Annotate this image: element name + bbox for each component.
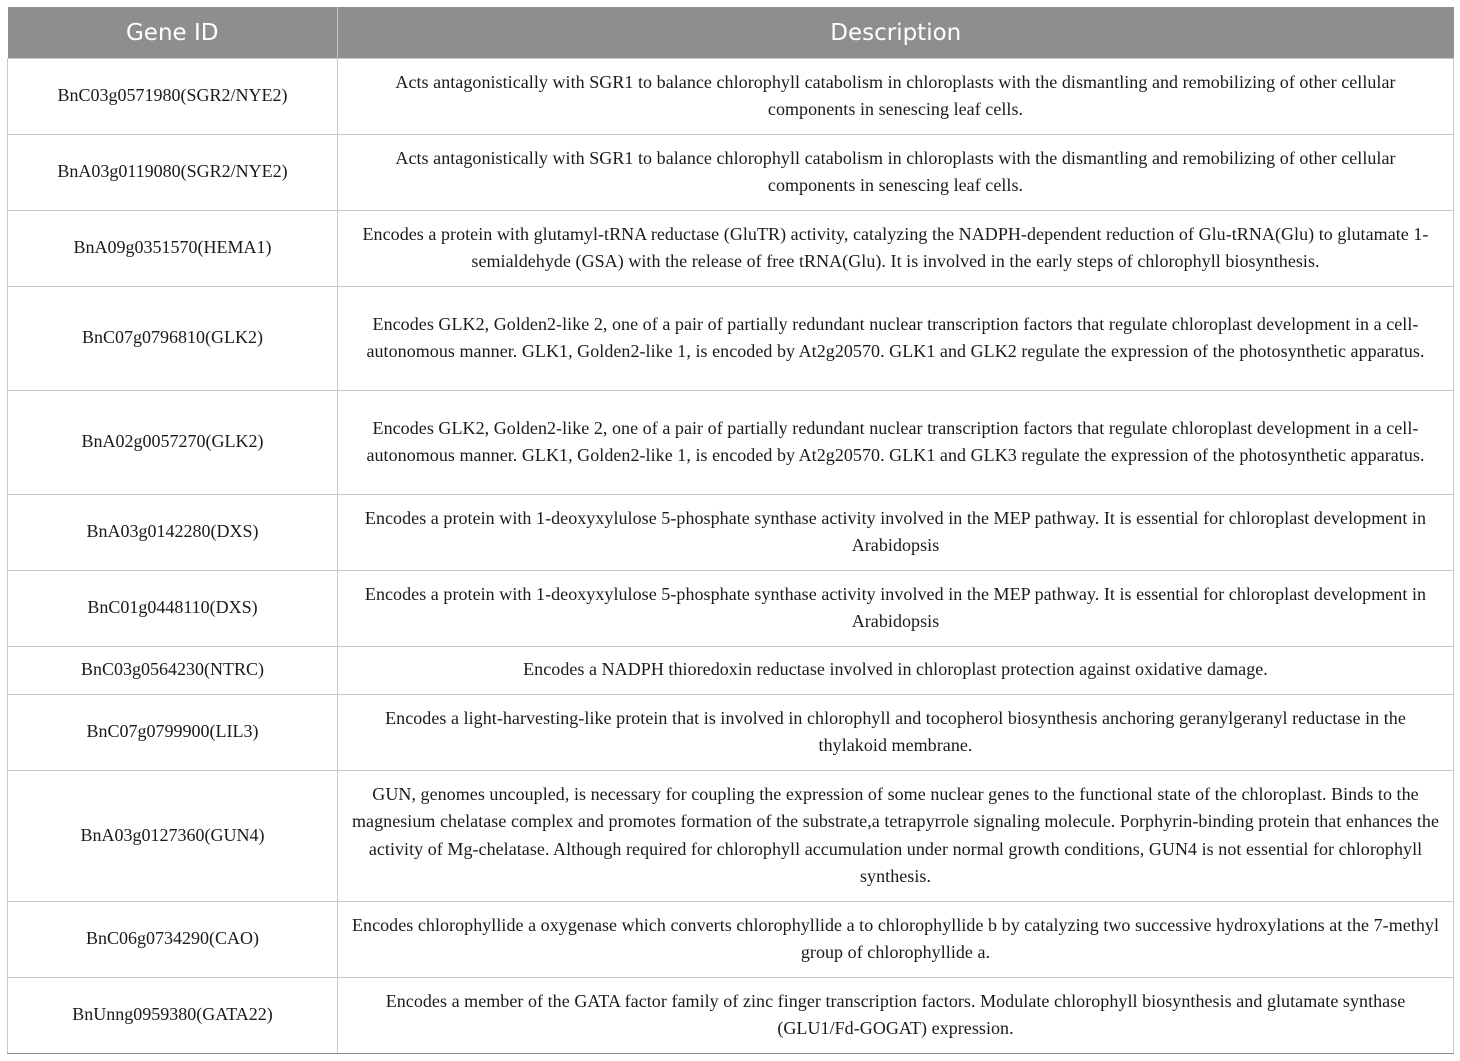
header-gene-id: Gene ID: [8, 7, 338, 59]
table-row: [8, 902, 1454, 978]
table-row: [8, 771, 1454, 902]
table-row: [8, 391, 1454, 495]
table-row: [8, 135, 1454, 211]
gene-id-cell: BnA03g0127360(GUN4): [8, 771, 338, 902]
gene-id-cell: BnA09g0351570(HEMA1): [8, 211, 338, 287]
gene-id-cell: BnC01g0448110(DXS): [8, 571, 338, 647]
header-description: Description: [338, 7, 1454, 59]
table-row: [8, 211, 1454, 287]
description-cell: Encodes a NADPH thioredoxin reductase involved in chloroplast protection against oxidative damage.: [338, 647, 1454, 695]
gene-id-cell: BnC06g0734290(CAO): [8, 902, 338, 978]
table-row: [8, 495, 1454, 571]
gene-id-cell: BnC03g0571980(SGR2/NYE2): [8, 59, 338, 135]
gene-id-cell: BnA03g0119080(SGR2/NYE2): [8, 135, 338, 211]
table-row: [8, 695, 1454, 771]
description-cell: Encodes a protein with glutamyl-tRNA reductase (GluTR) activity, catalyzing the NADPH-dependent reduction of Glu-tRNA(Glu) to glutamate 1-semialdehyde (GSA) with the release of free tRNA(Glu). It is involved in the early steps of chlorophyll biosynthesis.: [338, 211, 1454, 287]
description-cell: Acts antagonistically with SGR1 to balance chlorophyll catabolism in chloroplasts with the dismantling and remobilizing of other cellular components in senescing leaf cells.: [338, 59, 1454, 135]
gene-table: [7, 7, 1454, 1054]
gene-id-cell: BnA03g0142280(DXS): [8, 495, 338, 571]
gene-id-cell: BnA02g0057270(GLK2): [8, 391, 338, 495]
description-cell: Encodes GLK2, Golden2-like 2, one of a pair of partially redundant nuclear transcription factors that regulate chloroplast development in a cell-autonomous manner. GLK1, Golden2-like 1, is encoded by At2g20570. GLK1 and GLK3 regulate the expression of the photosynthetic apparatus.: [338, 391, 1454, 495]
table-row: [8, 647, 1454, 695]
table-row: [8, 59, 1454, 135]
header-row: [8, 7, 1454, 59]
gene-id-cell: BnC07g0796810(GLK2): [8, 287, 338, 391]
description-cell: Acts antagonistically with SGR1 to balance chlorophyll catabolism in chloroplasts with the dismantling and remobilizing of other cellular components in senescing leaf cells.: [338, 135, 1454, 211]
description-cell: Encodes a protein with 1-deoxyxylulose 5-phosphate synthase activity involved in the MEP pathway. It is essential for chloroplast development in Arabidopsis: [338, 571, 1454, 647]
gene-table-container: [7, 7, 1453, 1054]
table-row: [8, 571, 1454, 647]
description-cell: GUN, genomes uncoupled, is necessary for coupling the expression of some nuclear genes to the functional state of the chloroplast. Binds to the magnesium chelatase complex and promotes formation of the substrate,a tetrapyrrole signaling molecule. Porphyrin-binding protein that enhances the activity of Mg-chelatase. Although required for chlorophyll accumulation under normal growth conditions, GUN4 is not essential for chlorophyll synthesis.: [338, 771, 1454, 902]
gene-id-cell: BnUnng0959380(GATA22): [8, 978, 338, 1054]
description-cell: Encodes a light-harvesting-like protein that is involved in chlorophyll and tocopherol biosynthesis anchoring geranylgeranyl reductase in the thylakoid membrane.: [338, 695, 1454, 771]
gene-id-cell: BnC07g0799900(LIL3): [8, 695, 338, 771]
description-cell: Encodes chlorophyllide a oxygenase which converts chlorophyllide a to chlorophyllide b by catalyzing two successive hydroxylations at the 7-methyl group of chlorophyllide a.: [338, 902, 1454, 978]
description-cell: Encodes GLK2, Golden2-like 2, one of a pair of partially redundant nuclear transcription factors that regulate chloroplast development in a cell-autonomous manner. GLK1, Golden2-like 1, is encoded by At2g20570. GLK1 and GLK2 regulate the expression of the photosynthetic apparatus.: [338, 287, 1454, 391]
gene-id-cell: BnC03g0564230(NTRC): [8, 647, 338, 695]
description-cell: Encodes a member of the GATA factor family of zinc finger transcription factors. Modulate chlorophyll biosynthesis and glutamate synthase (GLU1/Fd-GOGAT) expression.: [338, 978, 1454, 1054]
description-cell: Encodes a protein with 1-deoxyxylulose 5-phosphate synthase activity involved in the MEP pathway. It is essential for chloroplast development in Arabidopsis: [338, 495, 1454, 571]
table-body: [8, 59, 1454, 1054]
table-row: [8, 978, 1454, 1054]
table-row: [8, 287, 1454, 391]
table-header: [8, 7, 1454, 59]
